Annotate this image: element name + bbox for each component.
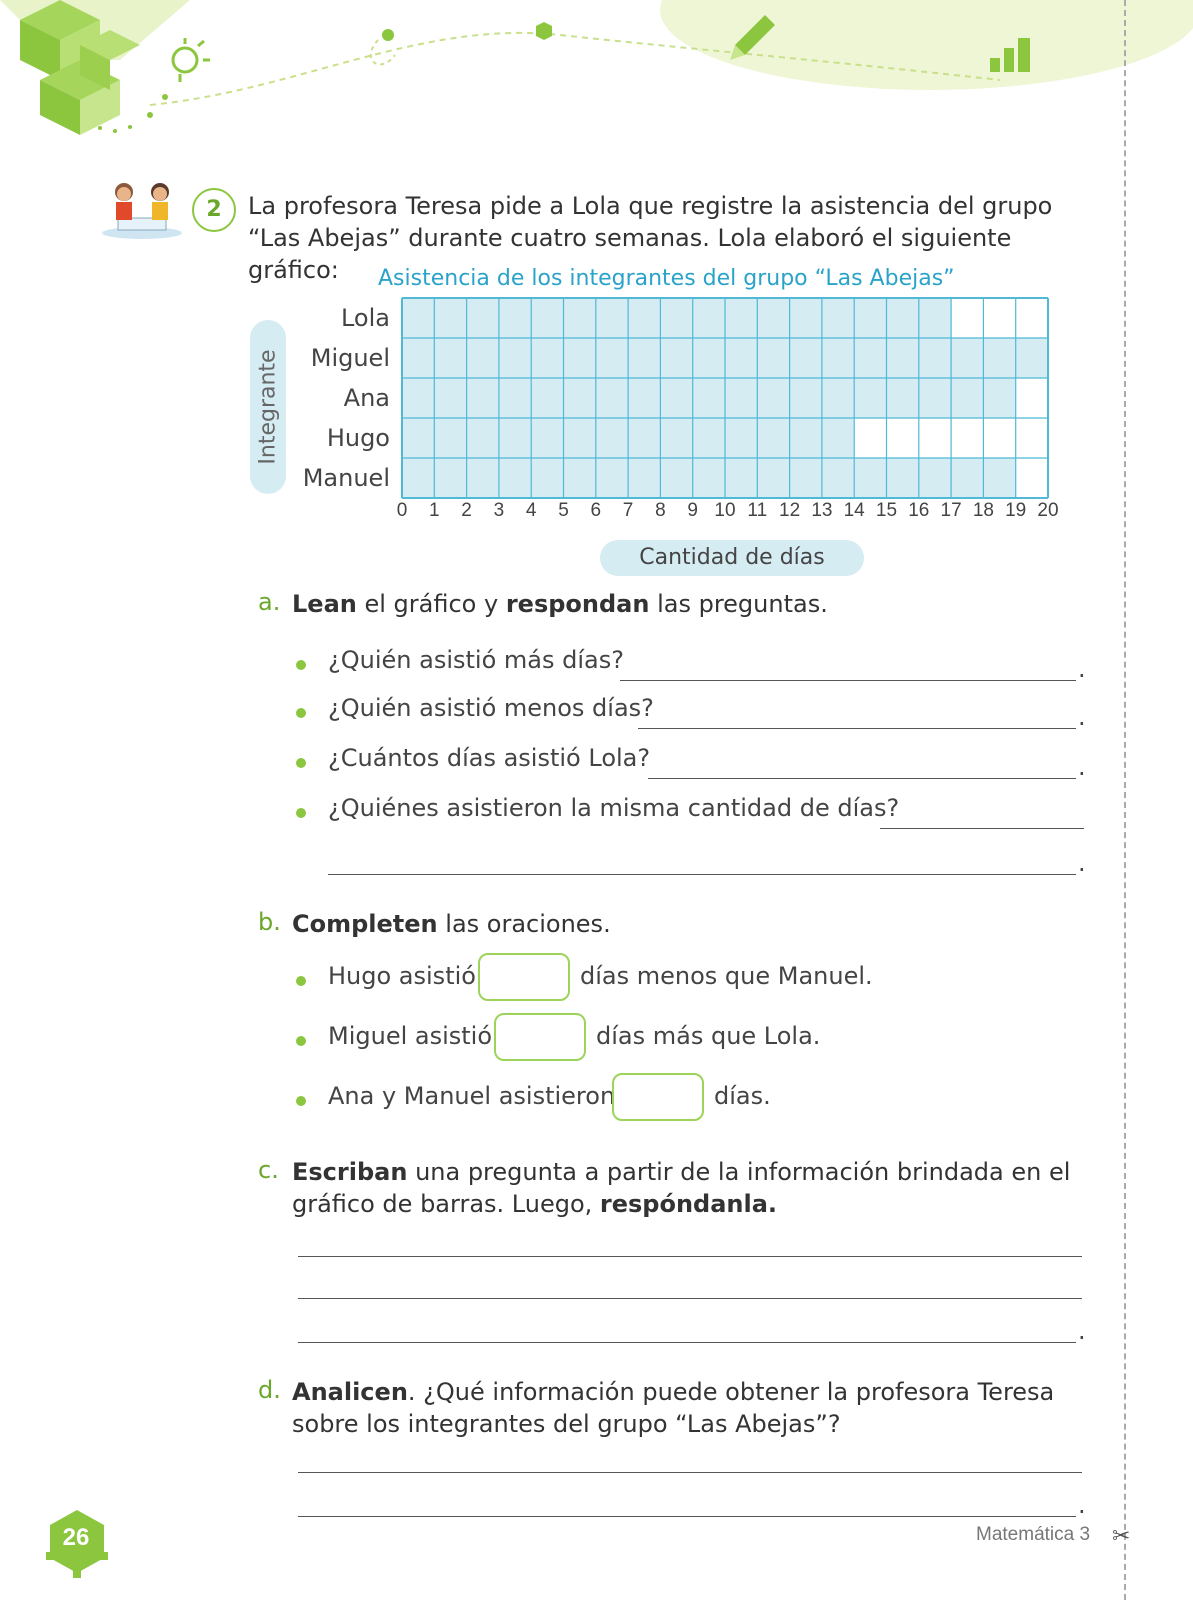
answer-line-4a[interactable] bbox=[880, 828, 1084, 829]
sentence-3-end: días. bbox=[714, 1082, 771, 1110]
problem-statement: La profesora Teresa pide a Lola que registre la asistencia del grupo “Las Abejas” durante cuatro semanas. Lola elaboró el siguiente gráfico: bbox=[248, 192, 1053, 284]
sentence-2-end: días más que Lola. bbox=[596, 1022, 821, 1050]
x-tick-label: 10 bbox=[714, 500, 736, 521]
x-tick-label: 12 bbox=[779, 500, 801, 521]
writing-line[interactable] bbox=[298, 1516, 1076, 1517]
category-label-hugo: Hugo bbox=[326, 424, 390, 452]
writing-line[interactable] bbox=[298, 1472, 1082, 1473]
answer-line-4b[interactable] bbox=[328, 874, 1076, 875]
bar-lola bbox=[402, 298, 951, 338]
section-d-letter: d. bbox=[258, 1376, 281, 1404]
answer-line-2[interactable] bbox=[638, 728, 1076, 729]
category-label-manuel: Manuel bbox=[302, 464, 390, 492]
x-tick-label: 6 bbox=[590, 500, 602, 521]
section-c-letter: c. bbox=[258, 1156, 279, 1184]
period: . bbox=[1078, 849, 1086, 877]
answer-box-2[interactable] bbox=[494, 1013, 586, 1061]
x-tick-label: 18 bbox=[972, 500, 994, 521]
cut-line bbox=[1124, 0, 1126, 1600]
period: . bbox=[1078, 655, 1086, 683]
x-tick-label: 7 bbox=[622, 500, 634, 521]
period: . bbox=[1078, 1317, 1086, 1345]
question-3: ¿Cuántos días asistió Lola? bbox=[328, 744, 651, 772]
x-tick-label: 9 bbox=[687, 500, 698, 521]
x-tick-label: 19 bbox=[1005, 500, 1027, 521]
small-cube-icon bbox=[536, 22, 552, 40]
lightbulb-icon bbox=[173, 38, 210, 82]
section-b-letter: b. bbox=[258, 908, 281, 936]
writing-line[interactable] bbox=[298, 1342, 1076, 1343]
period: . bbox=[1078, 753, 1086, 781]
sentence-1-end: días menos que Manuel. bbox=[580, 962, 873, 990]
answer-box-3[interactable] bbox=[612, 1073, 704, 1121]
x-tick-label: 14 bbox=[843, 500, 865, 521]
section-a-instruction: Lean el gráfico y respondan las preguntas. bbox=[292, 590, 828, 618]
bar-ana bbox=[402, 378, 1016, 418]
x-tick-label: 8 bbox=[655, 500, 666, 521]
x-axis-label: Cantidad de días bbox=[639, 545, 825, 570]
x-tick-label: 1 bbox=[429, 500, 440, 521]
category-label-miguel: Miguel bbox=[310, 344, 390, 372]
x-tick-label: 20 bbox=[1037, 500, 1059, 521]
x-tick-label: 15 bbox=[875, 500, 898, 521]
chart-title: Asistencia de los integrantes del grupo “Las Abejas” bbox=[378, 266, 955, 291]
question-1: ¿Quién asistió más días? bbox=[328, 646, 624, 674]
category-label-lola: Lola bbox=[340, 304, 390, 332]
section-d-instruction: Analicen. ¿Qué información puede obtener la profesora Teresa sobre los integrantes del grupo “Las Abejas”? bbox=[292, 1378, 1055, 1438]
header-decoration bbox=[0, 0, 1193, 160]
period: . bbox=[1078, 703, 1086, 731]
answer-box-1[interactable] bbox=[478, 953, 570, 1001]
sentence-2-start: Miguel asistió bbox=[328, 1022, 493, 1050]
bullet bbox=[296, 808, 306, 818]
bullet bbox=[296, 1096, 306, 1106]
scissors-icon: ✂ bbox=[1112, 1524, 1131, 1549]
answer-line-1[interactable] bbox=[620, 680, 1076, 681]
x-tick-label: 2 bbox=[461, 500, 472, 521]
answer-line-3[interactable] bbox=[648, 778, 1076, 779]
sentence-1-start: Hugo asistió bbox=[328, 962, 476, 990]
attendance-bar-chart bbox=[390, 294, 1050, 504]
question-2: ¿Quién asistió menos días? bbox=[328, 694, 654, 722]
question-4: ¿Quiénes asistieron la misma cantidad de días? bbox=[328, 794, 900, 822]
bullet bbox=[296, 660, 306, 670]
category-label-ana: Ana bbox=[343, 384, 390, 412]
section-b-instruction: Completen las oraciones. bbox=[292, 910, 611, 938]
sentence-3-start: Ana y Manuel asistieron bbox=[328, 1082, 616, 1110]
bullet bbox=[296, 976, 306, 986]
y-axis-label: Integrante bbox=[255, 349, 281, 465]
writing-line[interactable] bbox=[298, 1256, 1082, 1257]
book-title: Matemática 3 bbox=[976, 1524, 1091, 1545]
x-tick-label: 5 bbox=[558, 500, 569, 521]
period: . bbox=[1078, 1491, 1086, 1519]
bullet bbox=[296, 708, 306, 718]
bullet bbox=[296, 1036, 306, 1046]
bullet bbox=[296, 758, 306, 768]
problem-number: 2 bbox=[192, 188, 236, 232]
x-tick-label: 16 bbox=[908, 500, 930, 521]
bar-manuel bbox=[402, 458, 1016, 498]
x-tick-label: 3 bbox=[493, 500, 505, 521]
section-a-letter: a. bbox=[258, 588, 281, 616]
x-tick-label: 13 bbox=[811, 500, 833, 521]
section-c-instruction: Escriban una pregunta a partir de la información brindada en el gráfico de barras. Luego, respóndanla. bbox=[292, 1158, 1071, 1218]
x-tick-label: 17 bbox=[940, 500, 962, 521]
x-tick-label: 4 bbox=[525, 500, 537, 521]
writing-line[interactable] bbox=[298, 1298, 1082, 1299]
x-tick-label: 11 bbox=[747, 500, 768, 521]
page-number: 26 bbox=[62, 1524, 90, 1551]
x-tick-label: 0 bbox=[396, 500, 408, 521]
children-reading-icon bbox=[100, 178, 184, 240]
